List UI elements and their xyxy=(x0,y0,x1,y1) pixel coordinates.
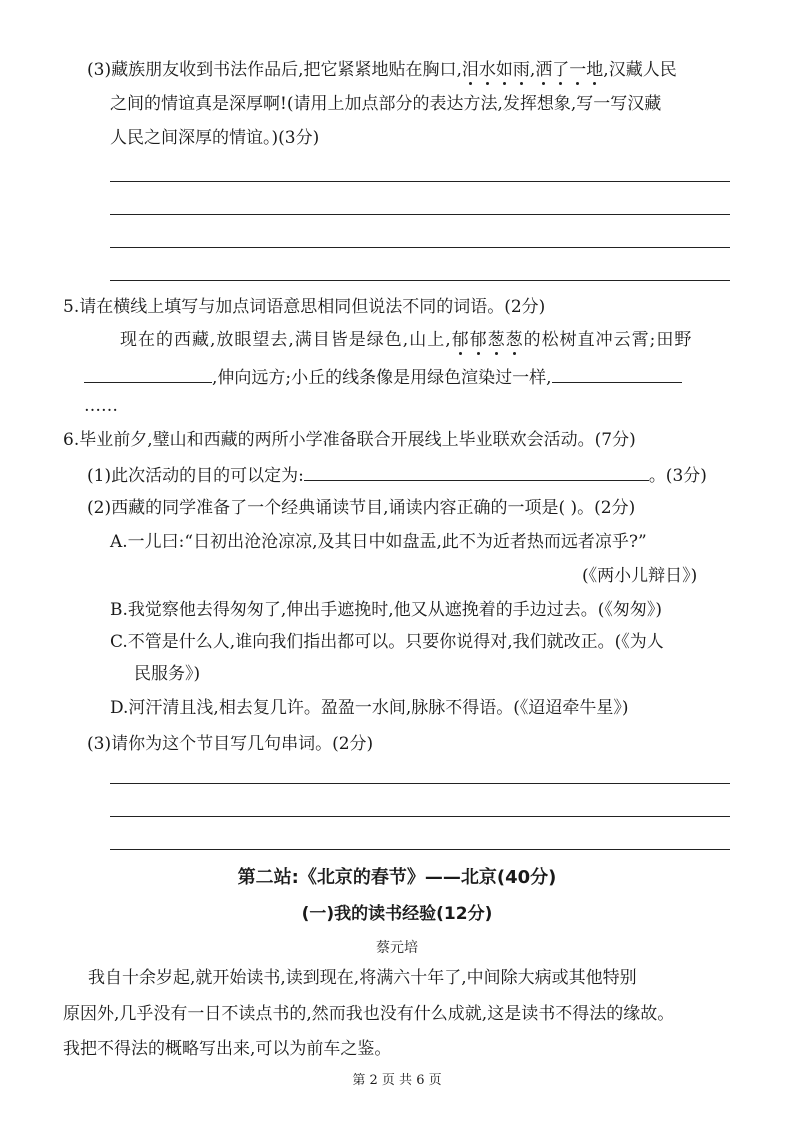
section-heading: 第二站:《北京的春节》——北京(40分) xyxy=(237,867,557,888)
q6-option-c-line2: 民服务》) xyxy=(134,664,201,684)
q5-ellipsis: …… xyxy=(84,396,118,416)
q4-3-line3: 人民之间深厚的情谊。)(3分) xyxy=(110,128,320,148)
q5-title: 5.请在横线上填写与加点词语意思相同但说法不同的词语。(2分) xyxy=(63,297,546,317)
q6-sub1: (1)此次活动的目的可以定为: 。(3分) xyxy=(87,462,707,488)
answer-line[interactable] xyxy=(110,280,730,281)
passage-line: 我自十余岁起,就开始读书,读到现在,将满六十年了,中间除大病或其他特别 xyxy=(88,968,637,988)
dotted-text xyxy=(535,60,603,80)
q5-line1: 现在的西藏,放眼望去,满目皆是绿色,山上,郁郁葱葱的松树直冲云霄;田野 xyxy=(120,330,693,350)
emphasis-dot-char: 地 xyxy=(586,60,604,80)
emphasis-dot-char: 葱 xyxy=(487,330,506,350)
answer-line[interactable] xyxy=(110,181,730,182)
emphasis-dot-char: 葱 xyxy=(505,330,524,350)
q6-sub2: (2)西藏的同学准备了一个经典诵读节目,诵读内容正确的一项是( )。(2分) xyxy=(87,498,636,518)
passage-author: 蔡元培 xyxy=(376,940,418,956)
answer-line[interactable] xyxy=(110,816,730,817)
emphasis-dot-char: 洒 xyxy=(535,60,553,80)
q4-3-line2: 之间的情谊真是深厚啊!(请用上加点部分的表达方法,发挥想象,写一写汉藏 xyxy=(110,94,662,114)
emphasis-dot-char: 郁 xyxy=(451,330,470,350)
dotted-text xyxy=(462,60,530,80)
fill-blank[interactable] xyxy=(552,364,682,383)
dotted-phrase xyxy=(462,60,530,80)
answer-line[interactable] xyxy=(110,849,730,850)
q6-option-c-line1: C.不管是什么人,谁向我们指出都可以。只要你说得对,我们就改正。(《为人 xyxy=(110,632,664,652)
answer-line[interactable] xyxy=(110,783,730,784)
q5-line2: ,伸向远方;小丘的线条像是用绿色渲染过一样, xyxy=(84,364,682,390)
fill-blank[interactable] xyxy=(84,364,212,383)
emphasis-dot-char: 郁 xyxy=(469,330,488,350)
page-number: 第 2 页 共 6 页 xyxy=(352,1073,442,1088)
q6-option-b: B.我觉察他去得匆匆了,伸出手遮挽时,他又从遮挽着的手边过去。(《匆匆》) xyxy=(110,600,662,620)
emphasis-dot-char: 如 xyxy=(495,60,513,80)
q4-3-line1: (3)藏族朋友收到书法作品后,把它紧紧地贴在胸口,泪水如雨,洒了一地,汉藏人民 xyxy=(87,60,677,80)
answer-line[interactable] xyxy=(110,247,730,248)
passage-line: 原因外,几乎没有一日不读点书的,然而我也没有什么成就,这是读书不得法的缘故。 xyxy=(63,1004,675,1024)
q6-option-a: A.一儿曰:“日初出沧沧凉凉,及其日中如盘盂,此不为近者热而远者凉乎?” xyxy=(110,532,647,552)
q6-sub3: (3)请你为这个节目写几句串词。(2分) xyxy=(87,734,374,754)
q6-option-a-source: (《两小儿辩日》) xyxy=(582,566,698,586)
emphasis-dot-char: 泪 xyxy=(461,60,479,80)
emphasis-dot-char: 了 xyxy=(552,60,570,80)
emphasis-dot-char: 雨 xyxy=(512,60,530,80)
emphasis-dot-char: 一 xyxy=(569,60,587,80)
q6-title: 6.毕业前夕,璧山和西藏的两所小学准备联合开展线上毕业联欢会活动。(7分) xyxy=(63,430,636,450)
passage-title: (一)我的读书经验(12分) xyxy=(301,904,493,924)
q6-option-d: D.河汗清且浅,相去复几许。盈盈一水间,脉脉不得语。(《迢迢牵牛星》) xyxy=(110,698,629,718)
answer-line[interactable] xyxy=(110,214,730,215)
fill-blank[interactable] xyxy=(304,462,649,481)
emphasis-dot-char: 水 xyxy=(478,60,496,80)
dotted-text xyxy=(452,330,524,350)
passage-line: 我把不得法的概略写出来,可以为前车之鉴。 xyxy=(63,1039,392,1059)
